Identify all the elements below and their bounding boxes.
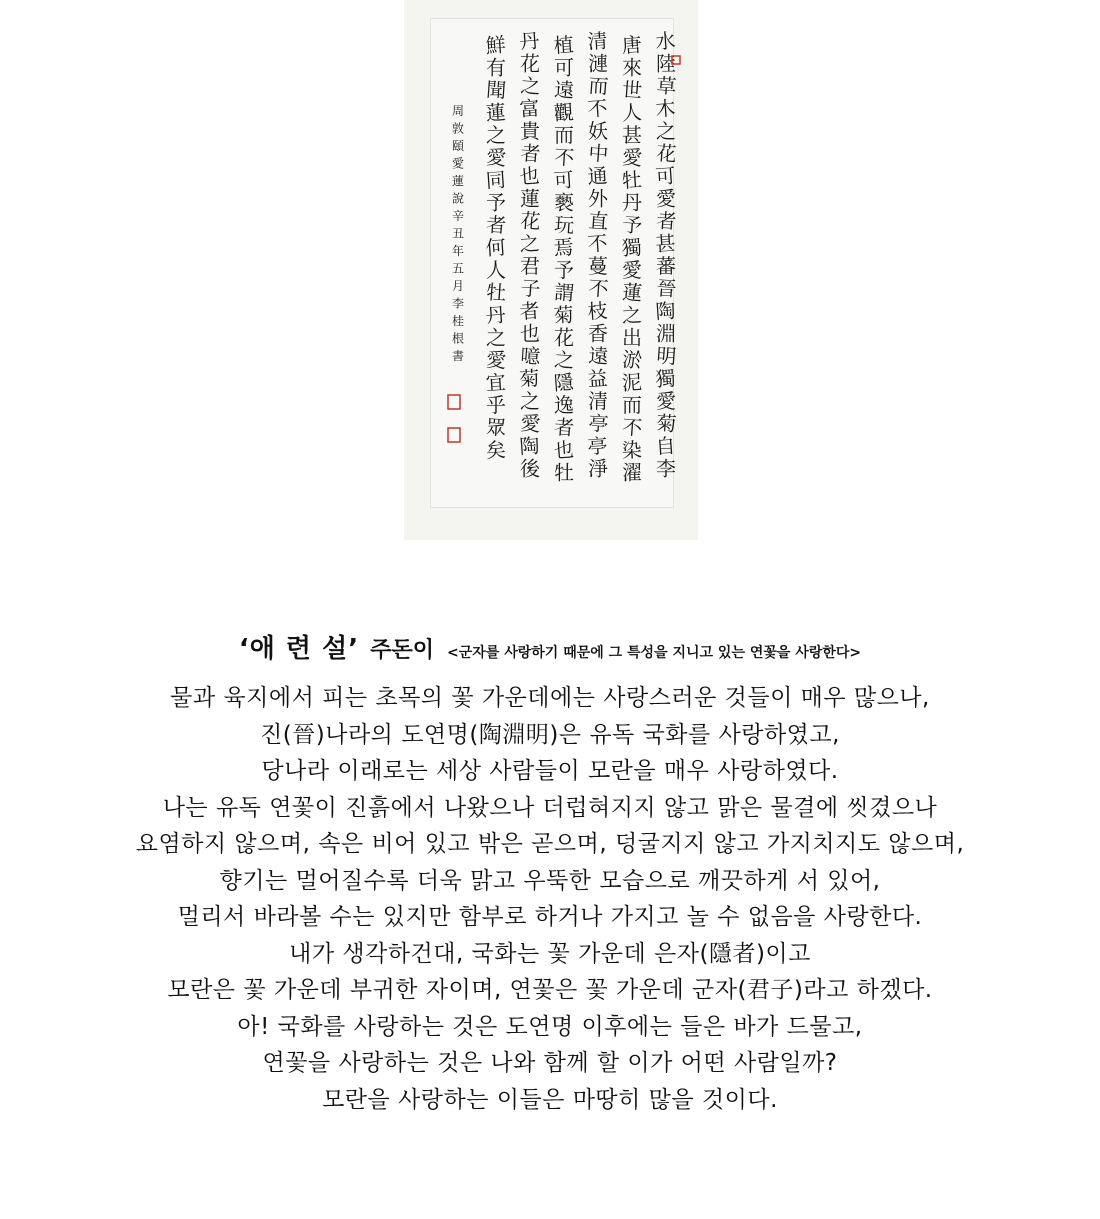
calligraphy-glyph: 淨	[588, 456, 608, 481]
calligraphy-glyph: 亭	[586, 433, 609, 459]
calligraphy-glyph: 也	[552, 437, 575, 463]
calligraphy-glyph: 獨	[654, 365, 677, 392]
calligraphy-glyph: 予	[621, 212, 644, 238]
calligraphy-glyph: 之	[656, 119, 676, 143]
calligraphy-glyph: 妖	[588, 119, 608, 143]
calligraphy-glyph: 水	[654, 28, 677, 54]
calligraphy-glyph: 木	[654, 95, 677, 122]
calligraphy-glyph: 不	[621, 414, 644, 441]
calligraphy-glyph: 濯	[622, 460, 642, 485]
calligraphy-glyph: 獨	[620, 234, 643, 261]
calligraphy-glyph: 何	[484, 234, 507, 261]
calligraphy-glyph: 香	[588, 321, 608, 346]
signature-glyph: 根	[451, 331, 465, 346]
calligraphy-glyph: 愛	[621, 144, 644, 171]
calligraphy-glyph: 唐	[620, 32, 643, 58]
poem-subtitle: <군자를 사랑하기 때문에 그 특성을 지니고 있는 연꽃을 사랑한다>	[447, 645, 862, 661]
calligraphy-glyph: 蕃	[656, 254, 676, 278]
calligraphy-glyph: 遠	[553, 77, 576, 103]
calligraphy-glyph: 來	[622, 55, 642, 80]
calligraphy-glyph: 隱	[552, 369, 575, 396]
calligraphy-glyph: 花	[655, 140, 678, 167]
calligraphy-glyph: 菊	[552, 302, 575, 328]
calligraphy-glyph: 矣	[484, 437, 507, 463]
signature-glyph: 說	[451, 191, 465, 206]
calligraphy-glyph: 牡	[620, 167, 643, 193]
calligraphy-glyph: 直	[587, 208, 610, 234]
signature-glyph: 丑	[451, 226, 465, 241]
text-line: 내가 생각하건대, 국화는 꽃 가운데 은자(隱者)이고	[289, 940, 811, 967]
calligraphy-glyph: 泥	[620, 369, 643, 396]
text-line: 당나라 이래로는 세상 사람들이 모란을 매우 사랑하였다.	[261, 758, 839, 784]
calligraphy-glyph: 君	[520, 254, 540, 278]
calligraphy-glyph: 枝	[586, 298, 609, 324]
text-line: 아! 국화를 사랑하는 것은 도연명 이후에는 들은 바가 드물고,	[237, 1013, 863, 1040]
calligraphy-glyph: 亭	[587, 410, 610, 437]
calligraphy-glyph: 而	[554, 123, 574, 147]
calligraphy-glyph: 李	[656, 456, 676, 481]
calligraphy-glyph: 後	[520, 456, 540, 481]
calligraphy-glyph: 愛	[485, 347, 508, 373]
signature-glyph: 愛	[451, 156, 465, 171]
calligraphy-glyph: 之	[520, 389, 540, 413]
calligraphy-glyph: 宜	[484, 369, 507, 396]
calligraphy-glyph: 自	[654, 433, 677, 459]
calligraphy-glyph: 予	[486, 190, 506, 215]
calligraphy-glyph: 草	[655, 73, 678, 99]
calligraphy-glyph: 之	[486, 123, 506, 147]
signature-glyph: 蓮	[451, 174, 465, 188]
calligraphy-glyph: 逸	[554, 393, 574, 417]
poem-author: 주돈이	[370, 638, 434, 663]
calligraphy-glyph: 益	[586, 365, 609, 392]
text-line: 요염하지 않으며, 속은 비어 있고 밖은 곧으며, 덩굴지지 않고 가지치지도 않으며,	[135, 831, 965, 857]
calligraphy-glyph: 予	[554, 258, 574, 282]
calligraphy-glyph: 丹	[518, 28, 541, 54]
seal-stamp	[448, 395, 460, 409]
calligraphy-glyph: 人	[486, 258, 506, 282]
calligraphy-glyph: 可	[554, 55, 574, 80]
calligraphy-glyph: 通	[586, 163, 609, 189]
calligraphy-glyph: 清	[588, 389, 608, 413]
calligraphy-glyph: 之	[553, 347, 576, 373]
signature-glyph: 年	[451, 244, 465, 258]
calligraphy-glyph: 之	[486, 325, 506, 350]
calligraphy-glyph: 遠	[587, 343, 610, 369]
calligraphy-glyph: 可	[654, 163, 677, 189]
calligraphy-glyph: 不	[553, 144, 576, 171]
translation-text	[0, 680, 1100, 1118]
calligraphy-glyph: 蔓	[588, 254, 608, 278]
calligraphy-glyph: 牡	[554, 460, 574, 485]
calligraphy-glyph: 聞	[485, 77, 508, 103]
calligraphy-glyph: 蓮	[621, 279, 644, 306]
signature-glyph: 周	[451, 104, 465, 118]
calligraphy-glyph: 而	[587, 73, 610, 99]
calligraphy-glyph: 者	[485, 212, 508, 238]
calligraphy-glyph: 丹	[484, 302, 507, 328]
poem-title: ‘애 련 설’	[238, 634, 360, 664]
text-line: 연꽃을 사랑하는 것은 나와 함께 할 이가 어떤 사람일까?	[262, 1050, 838, 1076]
calligraphy-glyph: 愛	[656, 186, 676, 211]
calligraphy-glyph: 而	[622, 393, 642, 417]
calligraphy-glyph: 牡	[485, 279, 508, 306]
calligraphy-glyph: 同	[484, 167, 507, 193]
signature-glyph: 桂	[451, 314, 465, 328]
calligraphy-glyph: 花	[554, 325, 574, 350]
calligraphy-glyph: 之	[518, 230, 541, 257]
calligraphy-glyph: 者	[655, 208, 678, 234]
calligraphy-glyph: 淵	[656, 321, 676, 346]
calligraphy-glyph: 漣	[588, 51, 608, 76]
text-line: 모란을 사랑하는 이들은 마땅히 많을 것이다.	[322, 1086, 778, 1113]
calligraphy-glyph: 清	[586, 28, 609, 54]
calligraphy-glyph: 鮮	[484, 32, 507, 58]
calligraphy-glyph: 蓮	[484, 99, 507, 126]
calligraphy-glyph: 明	[655, 343, 678, 369]
calligraphy-glyph: 不	[587, 275, 610, 302]
calligraphy-glyph: 染	[620, 437, 643, 463]
calligraphy-glyph: 植	[552, 32, 575, 58]
calligraphy-glyph: 富	[518, 95, 541, 122]
calligraphy-glyph: 丹	[622, 190, 642, 215]
calligraphy-glyph: 中	[587, 140, 610, 167]
calligraphy-glyph: 者	[553, 414, 576, 441]
text-line: 향기는 멀어질수록 더욱 맑고 우뚝한 모습으로 깨끗하게 서 있어,	[219, 867, 881, 894]
calligraphy-glyph: 甚	[622, 123, 642, 147]
calligraphy-glyph: 愛	[656, 389, 676, 413]
calligraphy-glyph: 不	[586, 95, 609, 122]
calligraphy-glyph: 謂	[553, 279, 576, 306]
calligraphy-glyph: 世	[621, 77, 644, 103]
calligraphy-scroll	[404, 0, 698, 540]
calligraphy-glyph: 觀	[552, 99, 575, 126]
calligraphy-glyph: 花	[520, 51, 540, 76]
calligraphy-glyph: 褻	[554, 190, 574, 215]
seal-stamp	[448, 428, 460, 442]
calligraphy-glyph: 甚	[654, 230, 677, 257]
calligraphy-glyph: 愛	[519, 410, 542, 437]
calligraphy-glyph: 淤	[621, 347, 644, 373]
calligraphy-glyph: 花	[519, 208, 542, 234]
calligraphy-glyph: 焉	[552, 234, 575, 261]
text-line: 멀리서 바라볼 수는 있지만 함부로 하거나 가지고 놀 수 없음을 사랑한다.	[177, 904, 923, 930]
calligraphy-glyph: 者	[518, 298, 541, 324]
calligraphy-glyph: 眾	[485, 414, 508, 441]
signature-glyph: 五	[451, 261, 465, 276]
calligraphy-glyph: 愛	[622, 258, 642, 282]
signature-glyph: 書	[451, 349, 465, 363]
calligraphy-glyph: 蓮	[520, 186, 540, 211]
calligraphy-glyph: 外	[588, 186, 608, 211]
text-line: 물과 육지에서 피는 초목의 꽃 가운데에는 사랑스러운 것들이 매우 많으나,	[170, 685, 930, 711]
calligraphy-glyph: 菊	[655, 410, 678, 437]
calligraphy-glyph: 玩	[553, 212, 576, 238]
text-line: 모란은 꽃 가운데 부귀한 자이며, 연꽃은 꽃 가운데 군자(君子)라고 하겠다.	[167, 977, 933, 1003]
calligraphy-glyph: 陶	[654, 298, 677, 324]
calligraphy-glyph: 也	[518, 163, 541, 189]
calligraphy-glyph: 愛	[485, 144, 508, 171]
calligraphy-glyph: 人	[620, 99, 643, 126]
calligraphy-glyph: 有	[486, 55, 506, 80]
calligraphy-glyph: 噫	[519, 343, 542, 369]
calligraphy-glyph: 也	[520, 321, 540, 346]
calligraphy-glyph: 貴	[520, 119, 540, 143]
calligraphy-glyph: 陶	[518, 433, 541, 459]
signature-glyph: 李	[451, 296, 465, 311]
calligraphy-glyph: 晉	[655, 275, 678, 302]
calligraphy-glyph: 子	[519, 275, 542, 302]
title-line	[0, 628, 1100, 665]
calligraphy-artwork	[404, 0, 698, 540]
calligraphy-glyph: 乎	[486, 393, 506, 417]
signature-glyph: 月	[451, 279, 465, 293]
calligraphy-glyph: 不	[586, 230, 609, 257]
signature-glyph: 辛	[451, 209, 465, 223]
signature-glyph: 敦	[451, 121, 465, 136]
calligraphy-glyph: 出	[622, 325, 642, 350]
calligraphy-glyph: 之	[519, 73, 542, 99]
calligraphy-glyph: 者	[519, 140, 542, 167]
text-line: 나는 유독 연꽃이 진흙에서 나왔으나 더럽혀지지 않고 맑은 물결에 씻겼으나	[162, 794, 938, 821]
calligraphy-glyph: 之	[620, 302, 643, 328]
calligraphy-glyph: 菊	[518, 365, 541, 392]
text-line: 진(晉)나라의 도연명(陶淵明)은 유독 국화를 사랑하였고,	[260, 721, 840, 748]
calligraphy-glyph: 陸	[656, 51, 676, 76]
signature-glyph: 頤	[451, 139, 465, 153]
calligraphy-glyph: 可	[552, 167, 575, 193]
